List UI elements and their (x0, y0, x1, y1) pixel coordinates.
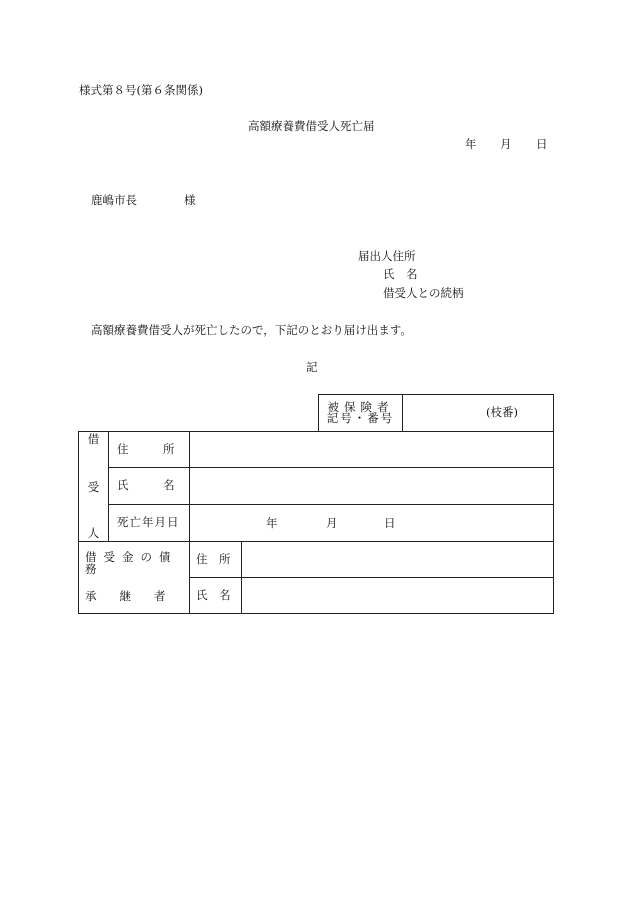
header-date-year: 年 (465, 137, 477, 151)
ki-label: 記 (306, 360, 318, 374)
borrower-name-field[interactable] (190, 468, 554, 504)
table-blank-corner (79, 395, 319, 432)
successor-label: 借受金の債務 承 継 者 (79, 542, 190, 614)
death-date-field[interactable] (190, 504, 554, 541)
header-date-month: 月 (500, 137, 512, 151)
borrower-char-3: 人 (87, 526, 100, 540)
addressee-name: 鹿嶋市長 (91, 193, 137, 207)
borrower-name-label: 氏 名 (109, 468, 190, 504)
body-text: 高額療養費借受人が死亡したので，下記のとおり届け出ます。 (91, 323, 412, 337)
notification-table (78, 394, 554, 614)
borrower-address-label: 住 所 (109, 432, 190, 468)
successor-address-label: 住 所 (190, 542, 242, 578)
applicant-relation-label: 借受人との続柄 (383, 286, 464, 300)
death-date-month: 月 (326, 515, 338, 530)
insured-number-field[interactable] (403, 395, 554, 432)
form-number: 様式第８号(第６条関係) (79, 83, 203, 97)
branch-number-label: (枝番) (486, 405, 518, 420)
successor-name-label: 氏 名 (190, 578, 242, 614)
borrower-address-field[interactable] (190, 432, 554, 468)
form-title: 高額療養費借受人死亡届 (248, 119, 375, 133)
successor-address-field[interactable] (242, 542, 554, 578)
death-date-day: 日 (384, 515, 396, 530)
borrower-char-2: 受 (87, 480, 100, 494)
addressee-honorific: 様 (184, 193, 196, 207)
insured-number-label: 被保険者 記号・番号 (319, 395, 403, 432)
borrower-header (79, 432, 109, 542)
header-date-day: 日 (536, 137, 548, 151)
borrower-char-1: 借 (87, 432, 100, 446)
applicant-name-label: 氏 名 (383, 267, 418, 281)
applicant-address-label: 届出人住所 (358, 249, 416, 263)
death-date-label: 死亡年月日 (109, 504, 190, 541)
successor-name-field[interactable] (242, 578, 554, 614)
death-date-year: 年 (266, 515, 278, 530)
